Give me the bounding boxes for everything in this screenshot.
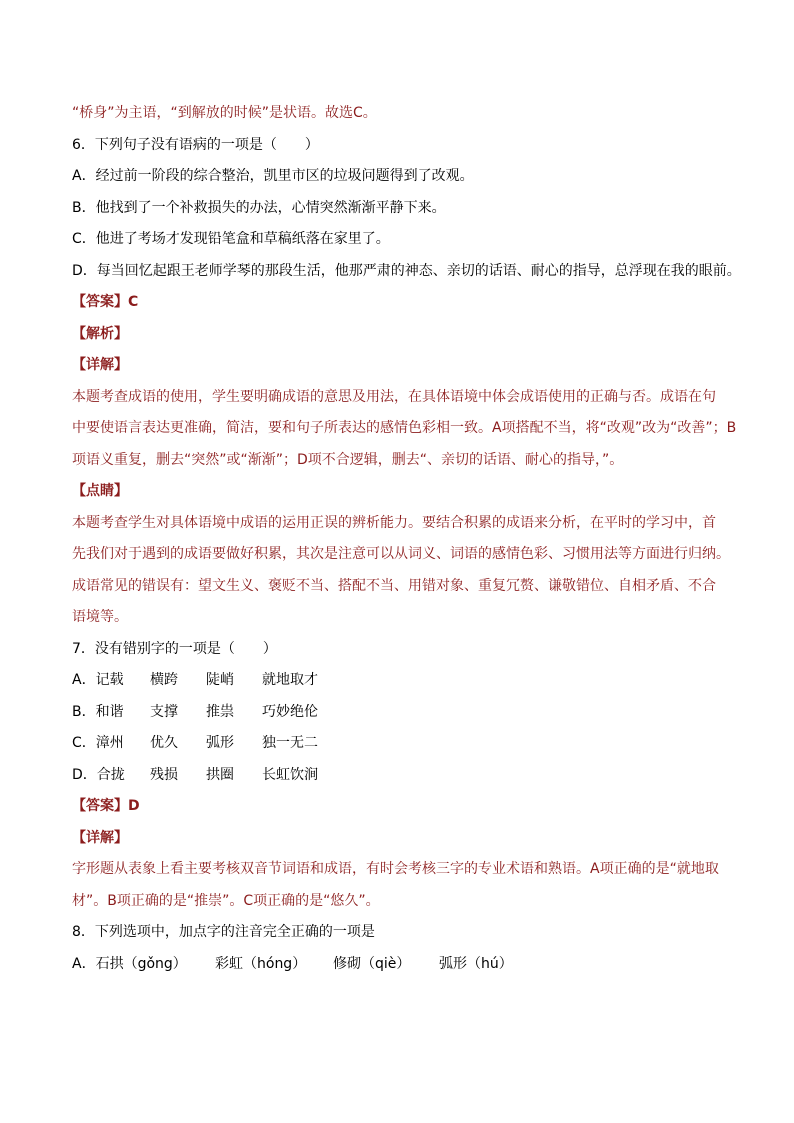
q7-option-word: 横跨 — [150, 672, 178, 688]
q7-detail-label: 【详解】 — [72, 829, 128, 846]
q7-option-word: 陡峭 — [206, 672, 234, 688]
q7-option-word: 拱圈 — [206, 766, 234, 783]
q6-tip-label: 【点睛】 — [72, 483, 128, 499]
document-page — [72, 98, 741, 980]
q7-option-word: 巧妙绝伦 — [262, 703, 318, 720]
q6-option-d: D．每当回忆起跟王老师学琴的那段生活，他那严肃的神态、亲切的话语、耐心的指导，总浮现在我的眼前。 — [72, 262, 741, 279]
q8-option-part: 彩虹（hóng） — [215, 955, 307, 972]
q7-option-b — [72, 697, 732, 729]
q6-tip-line: 先我们对于遇到的成语要做好积累，其次是注意可以从词义、词语的感情色彩、习惯用法等方面进行归纳。 — [72, 546, 730, 562]
q7-option-word: 长虹饮涧 — [262, 766, 318, 783]
q6-option-c: C．他进了考场才发现铅笔盒和草稿纸落在家里了。 — [72, 231, 390, 247]
q6-option-b: B．他找到了一个补救损失的办法，心情突然渐渐平静下来。 — [72, 199, 446, 216]
q7-option-label: B．和谐 — [72, 703, 124, 720]
q8-question: 8．下列选项中，加点字的注音完全正确的一项是 — [72, 924, 375, 940]
q6-detail-line: 本题考查成语的使用，学生要明确成语的意思及用法，在具体语境中体会成语使用的正确与否。成语在句 — [72, 388, 716, 405]
q7-option-word: 残损 — [150, 766, 178, 783]
q6-tip-line: 成语常见的错误有：望文生义、褒贬不当、搭配不当、用错对象、重复冗赘、谦敬错位、自相矛盾、不合 — [72, 577, 716, 594]
q6-option-a: A．经过前一阶段的综合整治，凯里市区的垃圾问题得到了改观。 — [72, 168, 474, 184]
q7-option-d — [72, 760, 732, 792]
q7-option-c — [72, 728, 732, 760]
q6-question: 6．下列句子没有语病的一项是（ ） — [72, 136, 319, 153]
q7-option-word: 弧形 — [206, 735, 234, 751]
q7-option-label: C．漳州 — [72, 735, 124, 751]
q8-option-part: A．石拱（gǒng） — [72, 955, 187, 972]
q7-option-label: D．合拢 — [72, 766, 125, 783]
previous-answer-tail: “桥身”为主语，“到解放的时候”是状语。故选C。 — [72, 105, 377, 121]
q7-detail-line: 字形题从表象上看主要考核双音节词语和成语，有时会考核三字的专业术语和熟语。A项正确的是“就地取 — [72, 861, 719, 877]
q7-option-word: 优久 — [150, 735, 178, 751]
q8-option-part: 修砌（qiè） — [333, 955, 411, 972]
q8-option-a — [72, 949, 732, 981]
q7-option-label: A．记载 — [72, 672, 124, 688]
q6-detail-line: 中要使语言表达更准确，简洁，要和句子所表达的感情色彩相一致。A项搭配不当，将“改观”改为“改善”；B — [72, 420, 737, 436]
q6-tip-line: 语境等。 — [72, 609, 128, 625]
q7-answer-label: 【答案】D — [72, 798, 140, 814]
q7-option-a — [72, 665, 732, 697]
q8-option-part: 弧形（hú） — [439, 955, 513, 972]
q7-option-word: 就地取才 — [262, 672, 318, 688]
q6-detail-line: 项语义重复，删去“突然”或“渐渐”；D项不合逻辑，删去“、亲切的话语、耐心的指导，”。 — [72, 451, 624, 468]
q7-option-word: 支撑 — [150, 703, 178, 720]
q7-question: 7．没有错别字的一项是（ ） — [72, 640, 277, 657]
q6-detail-label: 【详解】 — [72, 357, 128, 373]
q7-option-word: 推祟 — [206, 703, 234, 720]
q6-analysis-label: 【解析】 — [72, 325, 128, 342]
q7-detail-line: 材”。B项正确的是“推崇”。C项正确的是“悠久”。 — [72, 892, 380, 909]
q6-answer-label: 【答案】C — [72, 294, 139, 310]
q7-option-word: 独一无二 — [262, 735, 318, 751]
q6-tip-line: 本题考查学生对具体语境中成语的运用正误的辨析能力。要结合积累的成语来分析，在平时的学习中，首 — [72, 514, 716, 531]
